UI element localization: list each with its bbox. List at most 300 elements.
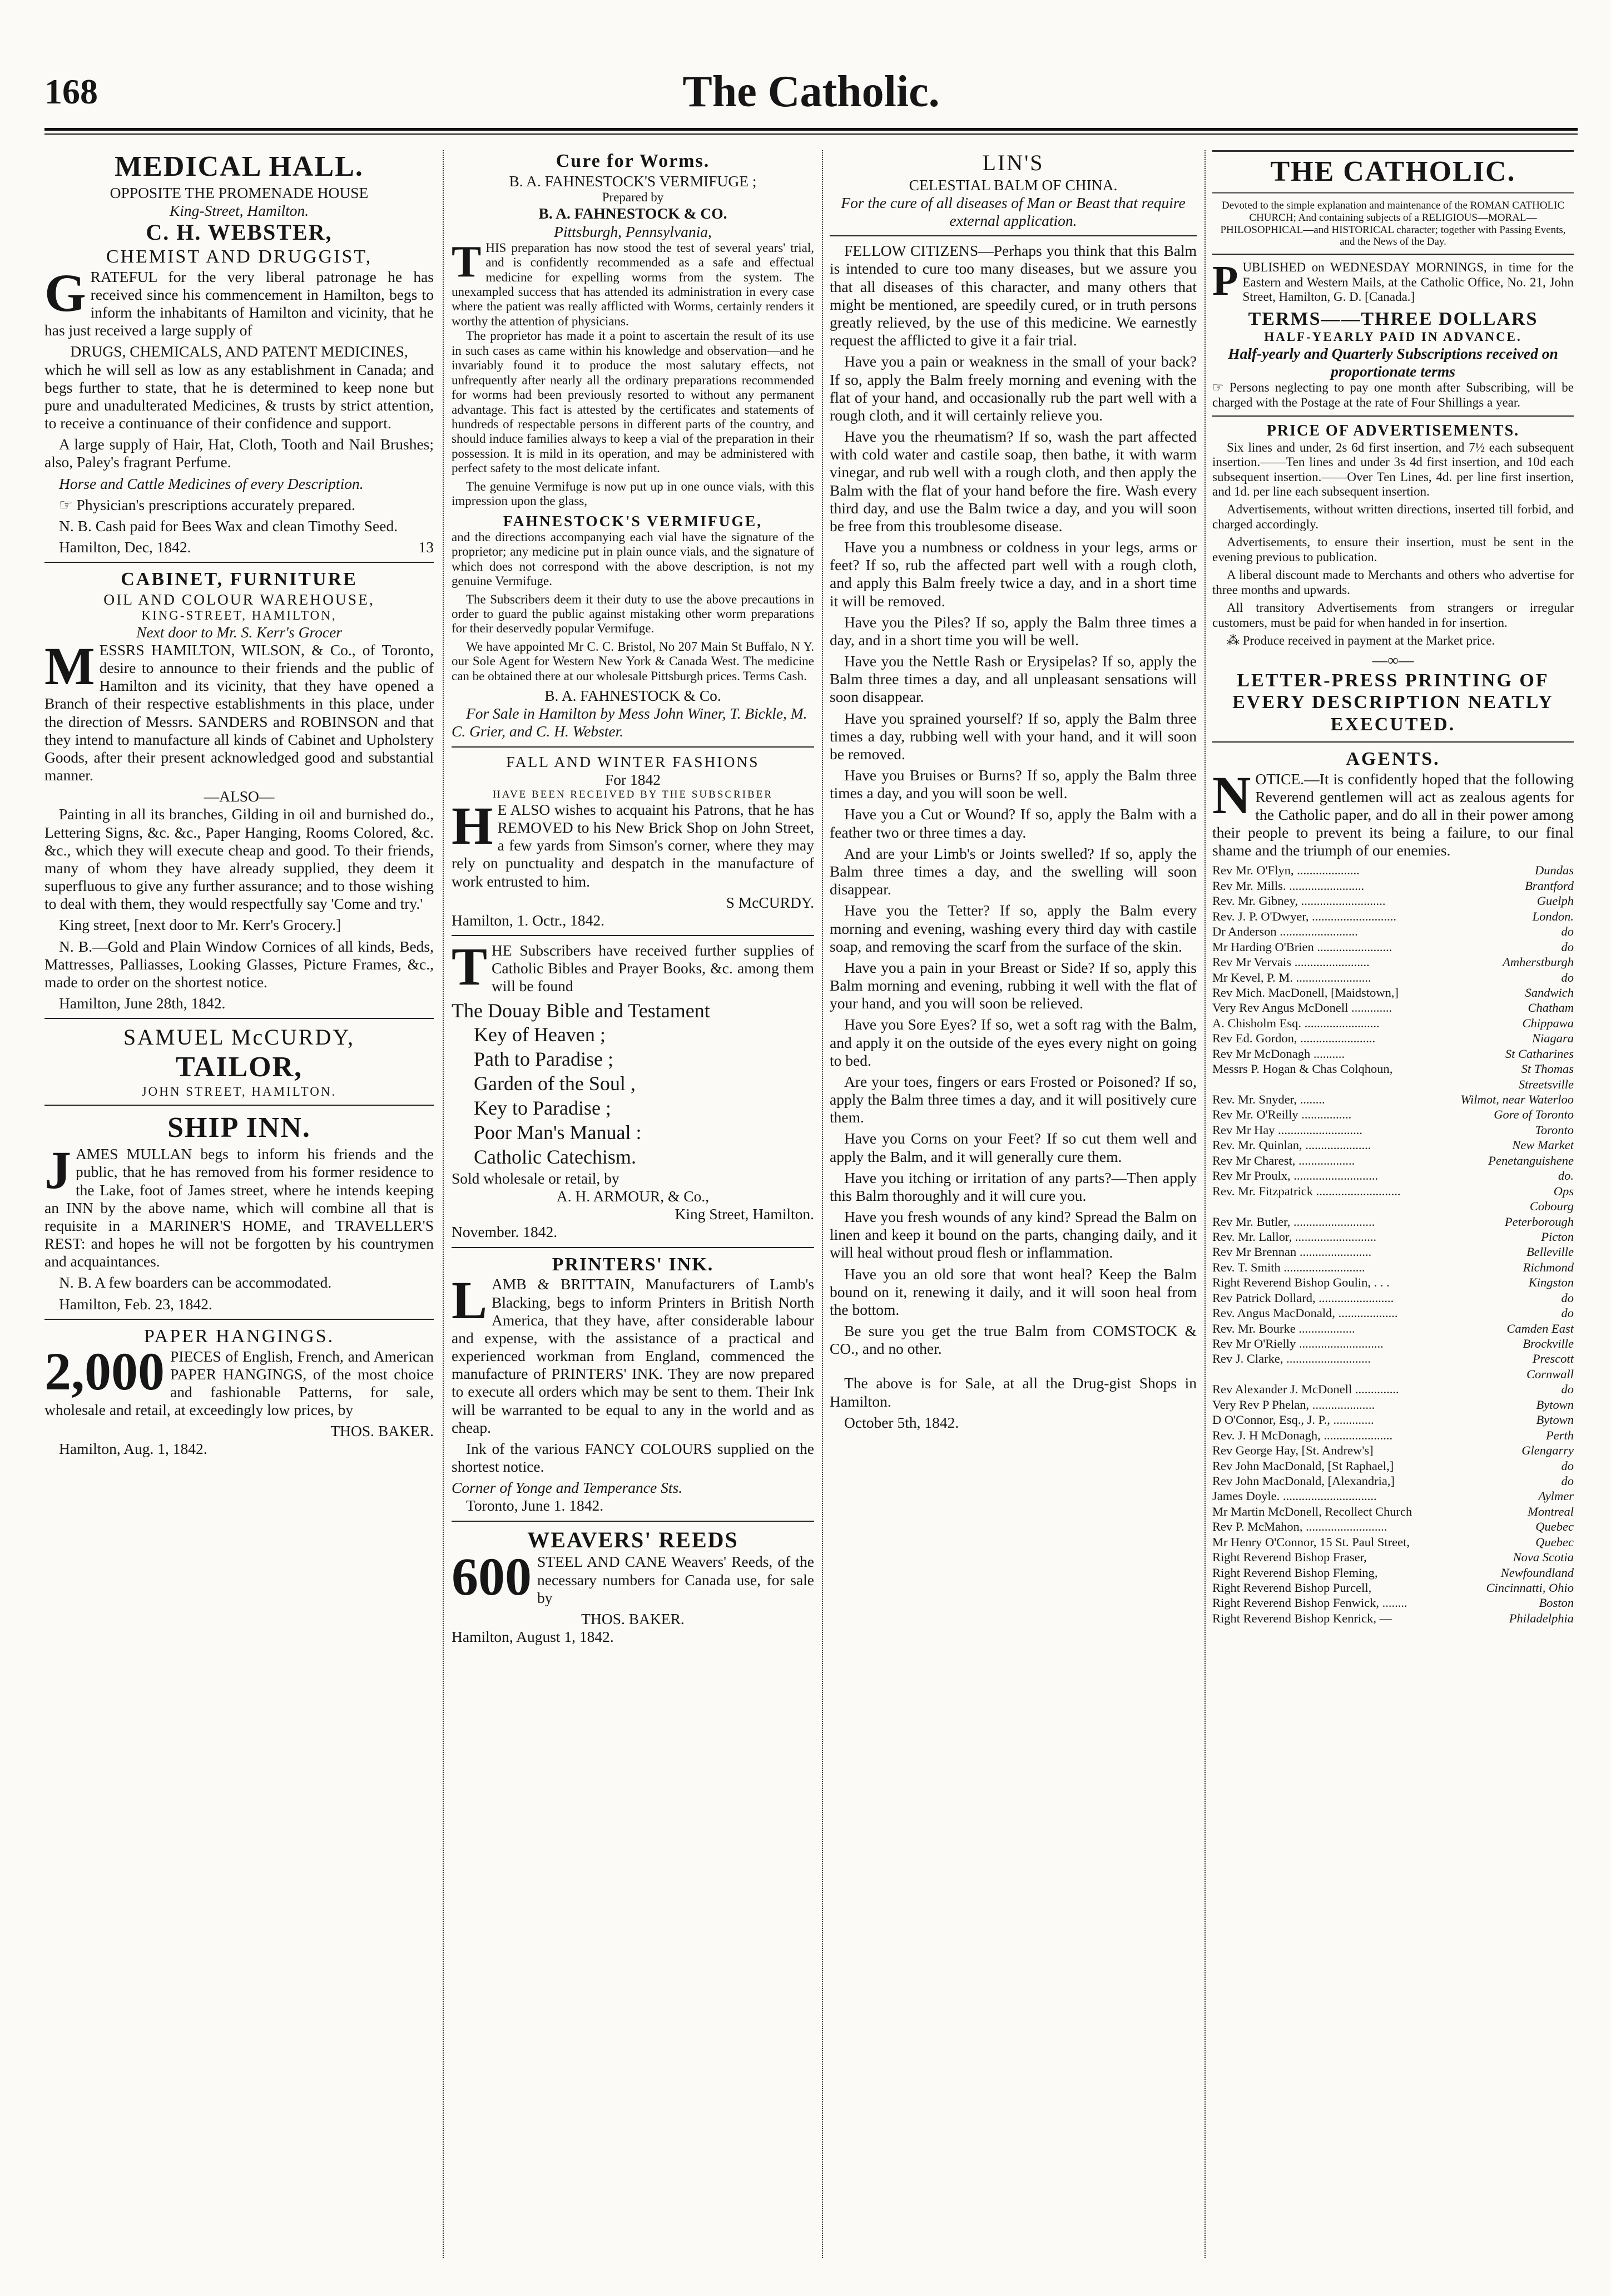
ad-street: KING-STREET, HAMILTON, [141,608,337,623]
agent-name: Rev Alexander J. McDonell .............. [1212,1382,1399,1397]
agent-place: Perth [1546,1428,1574,1442]
agents-title: AGENTS. [1346,748,1440,769]
agent-name: Right Reverend Bishop Fleming, [1212,1565,1378,1580]
ad-body: AMB & BRITTAIN, Manufacturers of Lamb's Blacking, begs to inform Printers in British North America, that they have, after considerable labour and expense, with the assistance of a practical and experienced workman from England, commenced the manufacture of PRINTERS' INK. They are now prepared to execute all orders which may be sent to them. Their Ink will be warranted to be equal to any in the world and as cheap. [452,1275,814,1436]
ad-body: FELLOW CITIZENS—Perhaps you think that this Balm is intended to cure too many diseases, but we assure you that all diseases of this character, and many others that might be mentioned, are speedily cured, or in truth persons greatly relieved, by the use of this medicine. We earnestly request the afflicted to give it a fair trial. [830,242,1197,349]
agent-row [1212,1595,1574,1610]
agent-name: Rev Mr Hay ........................... [1212,1122,1362,1137]
agent-row [1212,1290,1574,1305]
agent-place: Kingston [1528,1275,1574,1290]
column-1 [44,150,434,2258]
agent-name: Right Reverend Bishop Purcell, [1212,1581,1372,1595]
ad-corner: Corner of Yonge and Temperance Sts. [452,1479,683,1497]
ad-weavers-reeds [452,1527,814,1646]
divider [452,1521,814,1522]
agent-name: Rev Mr Brennan ....................... [1212,1245,1372,1259]
divider [1212,254,1574,255]
agent-name: Right Reverend Bishop Fraser, [1212,1550,1367,1565]
ad-body: ESSRS HAMILTON, WILSON, & Co., of Toronto, desire to announce to their friends and the public of Hamilton and its vicinity, that they have opened a Branch of their respective establishments in this place, under the direction of Messrs. SANDERS and ROBINSON and that they intend to manufacture all kinds of Cabinet and Upholstery Goods, after their present acknowledged good and substantial manner. [44,641,434,784]
agent-name: Mr Martin McDonell, Recollect Church [1212,1504,1412,1518]
ad-body: Be sure you get the true Balm from COMSTOCK & CO., and no other. [830,1322,1197,1358]
agent-name: Rev Mr O'Rielly ........................... [1212,1337,1384,1351]
agent-name: Rev Mr. O'Reilly ................ [1212,1107,1352,1122]
agent-place: do [1561,970,1574,984]
agent-place: Quebec [1535,1535,1574,1549]
agent-place: Penetanguishene [1488,1153,1574,1167]
agent-row [1212,1397,1574,1412]
ad-title: PRINTERS' INK. [552,1254,714,1275]
agent-place: do [1561,924,1574,939]
agent-place: Gore of Toronto [1494,1107,1574,1122]
agent-place: Brantford [1525,878,1574,893]
agent-place: Sandwich [1525,985,1574,999]
agent-place: Richmond [1523,1260,1574,1274]
ad-body: The proprietor has made it a point to ascertain the result of its use in such cases as came within his knowledge and observation—and he invariably found it to produce the most salutary effects, not unfrequently after nearly all the ordinary preparations recommended for worms had been previously resorted to without any permanent advantage. This fact is attested by the certificates and statements of hundreds of respectable persons in different parts of the country, and should induce families always to keep a vial of the preparation in their possession. It is mild in its operation, and may be administered with perfect safety to the most delicate infant. [452,329,814,476]
agent-name: Right Reverend Bishop Goulin, . . . [1212,1275,1390,1290]
divider [452,1247,814,1248]
divider [44,1105,434,1106]
drop-cap: H [452,795,493,855]
agent-place: do [1561,1473,1574,1488]
agent-name: Rev George Hay, [St. Andrew's] [1212,1443,1374,1458]
agent-row [1212,1244,1574,1259]
agent-row [1212,1260,1574,1275]
book-item: Poor Man's Manual : [474,1121,642,1144]
ad-body: AMES MULLAN begs to inform his friends and the public, that he has removed from his former residence to the Lake, foot of James street, where he intends keeping an INN by the above name, which will combine all that is requisite in a MARINER'S HOME, and TRAVELLER'S REST: and hopes he will not be forgotten by his countrymen and acquaintances. [44,1145,434,1270]
column-4 [1212,150,1574,2258]
agent-place: Glengarry [1521,1443,1574,1458]
agent-row [1212,1367,1574,1382]
agent-name: Rev Mr. Butler, .......................... [1212,1214,1375,1229]
pointing-hand-icon: ☞ [59,496,77,513]
divider [452,935,814,936]
agent-place: St Thomas [1521,1062,1574,1076]
ad-sold: Sold wholesale or retail, by [452,1169,619,1187]
agent-row [1212,1321,1574,1336]
ad-title: LIN'S [982,150,1044,175]
ad-subtitle: OIL AND COLOUR WAREHOUSE, [103,591,375,608]
ad-body: N. B. Cash paid for Bees Wax and clean Timothy Seed. [59,517,398,535]
ad-profession: CHEMIST AND DRUGGIST, [106,246,373,267]
ad-date: Hamilton, 1. Octr., 1842. [452,911,604,929]
agent-name: Rev. Angus MacDonald, ................... [1212,1306,1398,1320]
agent-place: Ops [1553,1184,1574,1198]
agent-place: Wilmot, near Waterloo [1460,1092,1574,1107]
ad-signature: THOS. BAKER. [330,1422,434,1440]
agent-row [1212,1580,1574,1595]
ad-body: Have you itching or irritation of any parts?—Then apply this Balm thoroughly and it will cure you. [830,1169,1197,1204]
agent-row [1212,1107,1574,1122]
agent-name: D O'Connor, Esq., J. P., ............. [1212,1413,1374,1427]
ad-body: Have you a pain or weakness in the small of your back? If so, apply the Balm freely morning and evening with the flat of your hand, and occasionally rub the part well with a rough cloth, and it will certainly relieve you. [830,353,1197,424]
column-2 [452,150,814,2258]
book-list [452,999,814,1170]
agent-row [1212,1351,1574,1366]
ad-body: And are your Limb's or Joints swelled? If so, apply the Balm three times a day, and the swelling will soon disappear. [830,844,1197,898]
ad-body: N. B. A few boarders can be accommodated. [59,1274,332,1292]
ad-location: OPPOSITE THE PROMENADE HOUSE [110,184,369,201]
ad-body: which he will sell as low as any establishment in Canada; and begs further to state, that he is determined to keep none but pure and unadulterated Medicines, & trusts by strict attention, to receive a continuance of their confidence and support. [44,360,434,432]
agent-row [1212,1550,1574,1565]
agent-place: do [1561,1290,1574,1305]
agent-row [1212,1275,1574,1290]
page-number: 168 [44,72,98,111]
agent-name: Rev Mr Vervais ........................ [1212,955,1370,969]
agent-row [1212,1122,1574,1137]
agent-name: Rev. Mr. Lallor, .......................... [1212,1229,1377,1244]
agent-row [1212,1305,1574,1320]
ad-body: Painting in all its branches, Gilding in oil and burnished do., Lettering Signs, &c. &c., Paper Hanging, Rooms Colored, &c. &c., which they will execute cheap and good. To their friends, many of whom they have already supplied, they deem it superfluous to give any further assurance; and to those wishing to deal with them, they would respectfully say 'Come and try.' [44,805,434,913]
ad-body: Horse and Cattle Medicines of every Description. [59,474,364,492]
agent-name: A. Chisholm Esq. ........................ [1212,1016,1380,1030]
agent-name: Messrs P. Hogan & Chas Colqhoun, [1212,1062,1393,1076]
price-note: A liberal discount made to Merchants and others who advertise for three months and upwards. [1212,568,1574,597]
agent-row [1212,893,1574,908]
book-item: Path to Paradise ; [474,1048,613,1071]
ad-body: Have you Corns on your Feet? If so cut them well and apply the Balm, and it will generally cure them. [830,1130,1197,1165]
ad-body: HE Subscribers have received further supplies of Catholic Bibles and Prayer Books, &c. among them will be found [492,942,814,995]
ad-medical-hall [44,150,434,556]
agent-row [1212,1168,1574,1183]
newspaper-title: The Catholic. [682,67,940,116]
agent-name: Rev. Mr. Fitzpatrick ........................... [1212,1184,1401,1198]
agent-name: Rev John MacDonald, [St Raphael,] [1212,1458,1394,1473]
ad-date: Hamilton, August 1, 1842. [452,1628,614,1646]
agent-name: James Doyle. .............................. [1212,1489,1377,1503]
ad-title: WEAVERS' REEDS [527,1527,738,1552]
ad-received: HAVE BEEN RECEIVED BY THE SUBSCRIBER [492,789,774,800]
ad-title: CABINET, FURNITURE [121,569,358,590]
ad-body: Have you the Piles? If so, apply the Balm three times a day, and in a short time you will be well. [830,613,1197,649]
divider [44,562,434,563]
agent-row [1212,1611,1574,1626]
ad-body: Physician's prescriptions accurately prepared. [76,496,355,513]
agent-name: Rev. Mr. Bourke .................. [1212,1321,1355,1335]
ad-body: Have you fresh wounds of any kind? Spread the Balm on linen and keep it bound on the parts, changing daily, and it will heal without proud flesh or inflammation. [830,1208,1197,1261]
agent-row [1212,1092,1574,1107]
ad-year: For 1842 [604,770,661,788]
ad-body: The genuine Vermifuge is now put up in one ounce vials, with this impression upon the glass, [452,479,814,508]
ad-sale-notice: For Sale in Hamilton by Mess John Winer, T. Bickle, M. C. Grier, and C. H. Webster. [452,705,807,740]
agent-place: Toronto [1535,1122,1574,1137]
agents-notice: OTICE.—It is confidently hoped that the following Reverend gentlemen will act as zealous agents for the Catholic paper, and do all in their power among their people to prevent its being a failure, to our final shame and the triumph of our enemies. [1212,770,1574,859]
agent-row [1212,1565,1574,1580]
terms-half-yearly: HALF-YEARLY PAID IN ADVANCE. [1264,330,1522,344]
ad-date: October 5th, 1842. [844,1413,959,1431]
ad-signature: A. H. ARMOUR, & Co., [556,1187,710,1205]
agent-place: Amherstburgh [1503,955,1574,969]
ad-trade: TAILOR, [175,1051,303,1083]
agent-place: Streetsville [1518,1077,1574,1091]
agent-place: Camden East [1506,1321,1574,1335]
agent-name: Mr Harding O'Brien ........................ [1212,939,1392,954]
agent-row [1212,1428,1574,1443]
ad-body: PIECES of English, French, and American PAPER HANGINGS, of the most choice and fashionable Patterns, for sale, wholesale and retail, at exceedingly low prices, by [44,1347,434,1419]
ad-fashions [452,753,814,929]
agent-place: Chippawa [1522,1016,1574,1030]
ad-place: Pittsburgh, Pennsylvania, [554,222,712,240]
agent-name: Rev John MacDonald, [Alexandria,] [1212,1473,1395,1488]
ad-subtitle: B. A. FAHNESTOCK'S VERMIFUGE ; [509,172,757,190]
ad-brand: FAHNESTOCK'S VERMIFUGE, [503,512,763,530]
ad-body: Have you the Tetter? If so, apply the Balm every morning and evening, washing every third day with castile soap, and removing the scarf from the surface of the skin. [830,902,1197,955]
ad-body: Have you sprained yourself? If so, apply the Balm three times a day, rubbing well with your hand, and it will soon be removed. [830,709,1197,763]
ad-body: E ALSO wishes to acquaint his Patrons, that he has REMOVED to his New Brick Shop on John Street, a few yards from Simson's corner, where they may rely on punctuality and despatch in the manufacture of work entrusted to him. [452,800,814,890]
book-item: Key of Heaven ; [474,1023,606,1046]
ad-body: Have you Sore Eyes? If so, wet a soft rag with the Balm, and apply it on the outside of the eyes every night on going to bed. [830,1016,1197,1069]
agent-name: Rev Mr McDonagh .......... [1212,1046,1345,1061]
ad-big-number: 2,000 [44,1341,165,1401]
ad-body: We have appointed Mr C. C. Bristol, No 207 Main St Buffalo, N Y. our Sole Agent for Western New York & Canada West. The medicine can be obtained there at our wholesale Pittsburgh prices. Terms Cash. [452,639,814,683]
agent-row [1212,1473,1574,1488]
ad-title: MEDICAL HALL. [115,151,364,182]
agent-row [1212,1504,1574,1519]
drop-cap: M [44,636,95,696]
agent-place: St Catharines [1505,1046,1574,1061]
agent-name: Rev. T. Smith .......................... [1212,1260,1365,1274]
masthead-published: UBLISHED on WEDNESDAY MORNINGS, in time for the Eastern and Western Mails, at the Catholic Office, No. 21, John Street, Hamilton, G. D. [Canada.] [1242,260,1574,304]
agent-row [1212,1519,1574,1534]
agent-place: Boston [1539,1596,1574,1610]
ad-body: Ink of the various FANCY COLOURS supplied on the shortest notice. [452,1439,814,1476]
header-rule-thin [44,133,1578,135]
agent-place: New Market [1512,1138,1574,1152]
agent-row [1212,985,1574,1000]
drop-cap: G [44,263,86,323]
agent-place: Cincinnatti, Ohio [1486,1581,1574,1595]
ornament-icon: —∞— [1372,651,1414,669]
agent-name: Very Rev Angus McDonell ............. [1212,1001,1392,1015]
agent-row [1212,1000,1574,1015]
agent-place: Aylmer [1538,1489,1574,1503]
ad-body: and the directions accompanying each vial have the signature of the proprietor; any medicine put in plain ounce vials, and the signature of which does not correspond with the above description, is not my genuine Vermifuge. [452,530,814,588]
agent-place: do [1561,939,1574,954]
ad-catholic-books [452,937,814,1241]
price-note: All transitory Advertisements from strangers or irregular customers, must be paid for when handed in for insertion. [1212,601,1574,630]
ad-cabinet-furniture [44,568,434,1012]
divider [44,1319,434,1320]
agent-name: Dr Anderson ......................... [1212,924,1358,939]
agent-place: Quebec [1535,1520,1574,1534]
ad-tagline: For the cure of all diseases of Man or Beast that require external application. [841,194,1186,230]
agent-row [1212,1412,1574,1427]
agent-name: Rev. Mr. Snyder, ........ [1212,1092,1325,1107]
drop-cap: J [44,1140,71,1200]
divider [830,235,1197,236]
agent-place: do [1561,1382,1574,1397]
agent-place: Brockville [1523,1337,1574,1351]
ad-location-street: King-Street, Hamilton. [169,202,309,219]
agent-name: Rev J. Clarke, ........................... [1212,1352,1371,1366]
agent-row [1212,1443,1574,1458]
ad-date: Hamilton, June 28th, 1842. [59,994,226,1012]
agent-name: Rev Mr. Mills. ........................ [1212,878,1365,893]
agent-name: Right Reverend Bishop Fenwick, ........ [1212,1596,1407,1610]
book-item: Catholic Catechism. [474,1146,636,1168]
agent-row [1212,1031,1574,1046]
price-note: Produce received in payment at the Market price. [1242,633,1495,647]
ad-dateline [44,538,434,556]
ad-number: 13 [418,538,434,556]
agent-name: Mr Kevel, P. M. ........................ [1212,970,1371,984]
ad-body: Have you the rheumatism? If so, wash the part affected with cold water and castile soap, then bathe, it with warm vinegar, and rub well with a rough cloth, and then apply the Balm with the flat of your hand before the fire. Wash every third day, and use the Balm twice a day, and you will soon be free from this troublesome disease. [830,428,1197,535]
agent-row [1212,1382,1574,1397]
agent-name: Rev. J. H McDonagh, ...................... [1212,1428,1393,1442]
ad-body: STEEL AND CANE Weavers' Reeds, of the necessary numbers for Canada use, for sale by [537,1553,814,1606]
ad-body: Are your toes, fingers or ears Frosted or Poisoned? If so, apply the Balm three times a day, and it will positively cure them. [830,1072,1197,1126]
agent-row [1212,1046,1574,1061]
ad-title: SHIP INN. [167,1112,311,1144]
agent-place: Newfoundland [1500,1565,1574,1580]
agent-row [1212,1214,1574,1229]
agent-row [1212,1535,1574,1550]
agent-place: Picton [1541,1229,1574,1244]
divider [44,1018,434,1019]
ad-title: Cure for Worms. [556,151,710,171]
ad-street: JOHN STREET, HAMILTON. [141,1084,337,1098]
agent-name: Rev P. McMahon, .......................... [1212,1520,1387,1534]
drop-cap: P [1212,258,1238,305]
agent-name: Rev Mr. O'Flyn, .................... [1212,863,1360,878]
agent-row [1212,1229,1574,1244]
agent-place: Nova Scotia [1513,1550,1574,1565]
ad-body: Have you a Cut or Wound? If so, apply the Balm with a feather two or three times a day. [830,805,1197,841]
divider [1212,415,1574,417]
agent-place: Belleville [1526,1245,1574,1259]
agent-row [1212,878,1574,893]
column-divider [822,150,823,2258]
ad-next-door: Next door to Mr. S. Kerr's Grocer [136,623,342,641]
agent-place: London. [1532,909,1574,923]
agent-name: Rev. J. P. O'Dwyer, ........................... [1212,909,1397,923]
agent-row [1212,1336,1574,1351]
ad-body: Have you a pain in your Breast or Side? If so, apply this Balm morning and evening, rubbing it well with the flat of your hand, and you will soon be relieved. [830,958,1197,1012]
ad-title: FALL AND WINTER FASHIONS [506,753,760,770]
terms-persons: Persons neglecting to pay one month after Subscribing, will be charged with the Postage at the rate of Four Shillings a year. [1212,380,1574,409]
agent-row [1212,1488,1574,1503]
ad-signature: B. A. FAHNESTOCK & Co. [544,687,721,705]
agent-place: Niagara [1531,1031,1574,1046]
agent-row [1212,1016,1574,1031]
masthead-devoted: Devoted to the simple explanation and maintenance of the ROMAN CATHOLIC CHURCH; And containing subjects of a RELIGIOUS—MORAL—PHILOSOPHICAL—and HISTORICAL character; together with Passing Events, and the News of the Day. [1220,199,1566,248]
agent-place: Philadelphia [1509,1611,1574,1625]
agent-place: Montreal [1528,1504,1574,1518]
column-divider [443,150,444,2258]
agent-row [1212,1199,1574,1214]
agent-place: Cornwall [1526,1367,1574,1381]
agent-place: Chatham [1528,1001,1574,1015]
ad-signature: THOS. BAKER. [581,1610,685,1627]
agent-place: Bytown [1536,1397,1574,1412]
agent-place: Bytown [1536,1413,1574,1427]
agent-place: do. [1558,1169,1574,1183]
price-note: Advertisements, without written directions, inserted till forbid, and charged accordingly. [1212,502,1574,531]
agent-name: Rev Patrick Dollard, ........................ [1212,1290,1394,1305]
ad-body: Have you Bruises or Burns? If so, apply the Balm three times a day, and you will soon be well. [830,766,1197,802]
book-item: The Douay Bible and Testament [452,999,710,1022]
agent-place: do [1561,1306,1574,1320]
terms-subscriptions: Half-yearly and Quarterly Subscriptions received on proportionate terms [1228,344,1558,380]
column-divider [1204,150,1206,2258]
book-item: Garden of the Soul , [474,1072,636,1095]
ad-subtitle: CELESTIAL BALM OF CHINA. [909,176,1118,194]
agent-place: do [1561,1458,1574,1473]
ad-date: Toronto, June 1. 1842. [466,1497,604,1515]
ad-date: November. 1842. [452,1223,558,1241]
ad-prepared-by: Prepared by [602,190,664,204]
agent-name: Rev. Mr. Quinlan, ..................... [1212,1138,1371,1152]
agent-row [1212,909,1574,924]
agent-place: Prescott [1532,1352,1574,1366]
agent-row [1212,1153,1574,1168]
ad-also: —ALSO— [204,788,275,805]
ad-proprietor: C. H. WEBSTER, [146,220,333,245]
ad-lins-balm [830,150,1197,1432]
agent-row [1212,970,1574,985]
pointing-hand-icon: ☞ [1212,380,1230,395]
ad-mccurdy-tailor [44,1025,434,1099]
agent-name: Very Rev P Phelan, .................... [1212,1397,1375,1412]
agent-place: Peterborough [1504,1214,1574,1229]
header-rule [44,128,1578,131]
price-title: PRICE OF ADVERTISEMENTS. [1266,422,1520,439]
agent-name: Right Reverend Bishop Kenrick, — [1212,1611,1392,1625]
book-item: Key to Paradise ; [474,1097,611,1120]
ad-body: HIS preparation has now stood the test of several years' trial, and is confidently recommended as a safe and effectual medicine for expelling worms from the system. The unexampled success that has attended its administration in every case where the patient was really afflicted with Worms, certainly renders it worthy the attention of physicians. [452,240,814,328]
agent-name: Rev Mr Charest, .................. [1212,1153,1355,1167]
agent-row [1212,1458,1574,1473]
ad-body: Have you an old sore that wont heal? Keep the Balm bound on it, renewing it daily, and it will soon heal from the bottom. [830,1265,1197,1318]
column-3 [830,150,1197,2258]
agent-name: Rev. Mr. Gibney, ........................... [1212,894,1386,908]
terms-title: TERMS——THREE DOLLARS [1248,308,1538,329]
ad-body: King street, [next door to Mr. Kerr's Grocery.] [59,916,341,934]
agents-list [1212,863,1574,1626]
agent-row [1212,863,1574,878]
price-note: Advertisements, to ensure their insertion, must be sent in the evening previous to publication. [1212,535,1574,564]
ad-body: Have you a numbness or coldness in your legs, arms or feet? If so, rub the affected part well with a rough cloth, and apply this Balm freely twice a day, and in a short time it will be removed. [830,538,1197,610]
ad-maker: B. A. FAHNESTOCK & CO. [538,205,727,222]
asterism-icon: ⁂ [1227,633,1243,647]
agent-place: Guelph [1536,894,1574,908]
ad-body: RATEFUL for the very liberal patronage he has received since his commencement in Hamilton, begs to inform the inhabitants of Hamilton and vicinity, that he has just received a large supply of [44,268,434,339]
agent-place: Dundas [1534,863,1574,878]
letterpress-notice: LETTER-PRESS PRINTING OF EVERY DESCRIPTION NEATLY EXECUTED. [1232,670,1554,735]
drop-cap: T [452,937,488,997]
divider [1212,741,1574,743]
agent-row [1212,954,1574,969]
agent-name: Rev Ed. Gordon, ........................ [1212,1031,1376,1046]
ad-paper-hangings [44,1325,434,1458]
ad-printers-ink [452,1254,814,1515]
agent-name: Mr Henry O'Connor, 15 St. Paul Street, [1212,1535,1410,1549]
ad-goods: DRUGS, CHEMICALS, AND PATENT MEDICINES, [70,343,408,360]
agent-name: Rev Mich. MacDonell, [Maidstown,] [1212,985,1399,999]
ad-title: PAPER HANGINGS. [143,1325,335,1347]
agent-row [1212,1184,1574,1199]
agent-place: Cobourg [1529,1199,1574,1214]
agent-row [1212,1077,1574,1092]
drop-cap: L [452,1270,488,1330]
agent-row [1212,924,1574,939]
ad-title: SAMUEL McCURDY, [123,1025,355,1050]
agent-row [1212,1061,1574,1076]
drop-cap: N [1212,765,1251,825]
drop-cap: T [452,237,482,286]
ad-date: Hamilton, Dec, 1842. [59,538,191,556]
masthead-title: THE CATHOLIC. [1212,150,1574,194]
ad-big-number: 600 [452,1547,532,1607]
